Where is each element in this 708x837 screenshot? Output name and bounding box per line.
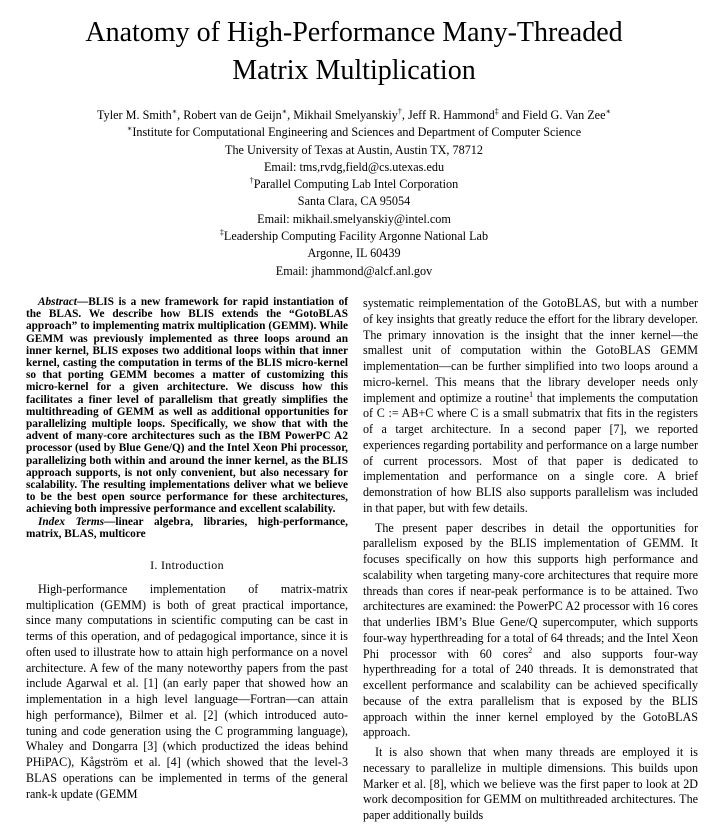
title-line-2: Matrix Multiplication <box>232 55 476 86</box>
author-mark: ∗ <box>171 106 178 116</box>
left-column <box>26 296 348 802</box>
affiliation-email: Email: mikhail.smelyanskiy@intel.com <box>257 211 451 226</box>
author-name: Field G. Van Zee <box>522 108 606 122</box>
right-column <box>363 296 698 824</box>
author-mark: ‡ <box>494 106 499 116</box>
author-name: Robert van de Geijn <box>183 108 282 122</box>
affiliation-line: ∗Institute for Computational Engineering and Sciences and Department of Computer Science <box>126 124 582 140</box>
affiliation-line: The University of Texas at Austin, Austin TX, 78712 <box>225 142 483 157</box>
author-mark: † <box>397 106 402 116</box>
affiliation-line: †Parallel Computing Lab Intel Corporation <box>249 176 459 192</box>
footnote-mark: 2 <box>528 645 533 655</box>
author-block <box>0 107 708 280</box>
abstract-label: Abstract <box>38 296 77 308</box>
author-list: Tyler M. Smith∗, Robert van de Geijn∗, Mikhail Smelyanskiy†, Jeff R. Hammond‡ and Field G. Van Zee∗ <box>97 106 611 122</box>
author-mark: ∗ <box>605 106 611 116</box>
affiliation-email: Email: jhammond@alcf.anl.gov <box>275 263 433 278</box>
index-terms <box>26 516 348 540</box>
section-heading: I. Introduction <box>150 558 224 573</box>
index-terms-text: —linear algebra, libraries, high-performance, matrix, BLAS, multicore <box>26 515 348 540</box>
intro-paragraph: High-performance implementation of matrix-matrix multiplication (GEMM) is both of great practical importance, since many computations in scientific computing can be cast in terms of this operation, and of pedagogical importance, since it is often used to illustrate how to attain high performance on a novel architecture. A few of the many noteworthy papers from the past include Agarwal et al. [1] (an early paper that showed how an implementation in a high level language—Fortran—can attain high performance), Bilmer et al. [2] (which introduced auto-tuning and code generation using the C programming language), Whaley and Dongarra [3] (which productized the ideas behind PHiPAC), Kågström et al. [4] (which showed that the level-3 BLAS operations can be implemented in terms of the general rank-k update (GEMM <box>26 581 348 801</box>
index-terms-label: Index Terms <box>38 515 105 528</box>
author-mark: ∗ <box>281 106 288 116</box>
affiliation-line: Santa Clara, CA 95054 <box>297 194 411 209</box>
paper-title <box>0 14 708 90</box>
body-paragraph: systematic reimplementation of the GotoBLAS, but with a number of key insights that greatly reduce the effort for the library developer. The primary innovation is the insight that the inner kernel—the smallest unit of computation within the GotoBLAS GEMM implementation—can be further simplified into two loops around a micro-kernel. This means that the library developer needs only implement and optimize a routine$^1$ that implements the computation of C := AB+C where C is a small submatrix that fits in the registers of a target architecture. In a second paper [7], we reported experiences regarding portability and performance on a large number of current processors. Most of that paper is dedicated to implementation and performance on a single core. A brief demonstration of how BLIS also supports parallelism was included in that paper, but with few details. <box>363 296 699 515</box>
author-name: Mikhail Smelyanskiy <box>293 108 398 122</box>
affiliation-email: Email: tms,rvdg,field@cs.utexas.edu <box>263 159 445 174</box>
body-paragraph: It is also shown that when many threads are employed it is necessary to parallelize in multiple dimensions. This builds upon Marker et al. [8], which we believe was the first paper to look at 2D work decomposition for GEMM on multithreaded architectures. The paper additionally builds <box>363 745 698 822</box>
title-line-1: Anatomy of High-Performance Many-Threaded <box>85 17 623 48</box>
affiliation-line: ‡Leadership Computing Facility Argonne National Lab <box>219 228 489 244</box>
author-name: Tyler M. Smith <box>97 108 172 122</box>
footnote-mark: 1 <box>529 389 534 399</box>
affiliation-line: Argonne, IL 60439 <box>307 246 401 261</box>
abstract <box>26 296 348 516</box>
body-paragraph: The present paper describes in detail the opportunities for parallelism exposed by the BLIS implementation of GEMM. It focuses specifically on how this supports high performance and scalability when targeting many-core architectures that require more threads than cores if near-peak performance is to be attained. Two architectures are examined: the PowerPC A2 processor with 16 cores that underlies IBM’s Blue Gene/Q supercomputer, which supports four-way hyperthreading for a total of 64 threads; and the Intel Xeon Phi processor with 60 cores$^2$ and also supports four-way hyperthreading for a total of 240 threads. It is demonstrated that excellent performance and scalability can be achieved specifically because of the extra parallelism that is exposed by the BLIS approach within the inner kernel employed by the GotoBLAS approach. <box>363 520 699 740</box>
author-name: Jeff R. Hammond <box>407 108 495 122</box>
abstract-text: —BLIS is a new framework for rapid instantiation of the BLAS. We describe how BLIS extends the “GotoBLAS approach” to implementing matrix multiplication (GEMM). While GEMM was previously implemented as three loops around an inner kernel, BLIS exposes two additional loops within that inner kernel, casting the computation in terms of the BLIS micro-kernel so that porting GEMM becomes a matter of customizing this micro-kernel for a given architecture. We discuss how this facilitates a finer level of parallelism that greatly simplifies the multithreading of GEMM as well as additional opportunities for parallelizing multiple loops. Specifically, we show that with the advent of many-core architectures such as the IBM PowerPC A2 processor (used by Blue Gene/Q) and the Intel Xeon Phi processor, parallelizing both within and around the inner kernel, as the BLIS approach supports, is not only convenient, but also necessary for scalability. The resulting implementations deliver what we believe to be the best open source performance for these architectures, achieving both impressive performance and excellent scalability. <box>26 296 348 516</box>
